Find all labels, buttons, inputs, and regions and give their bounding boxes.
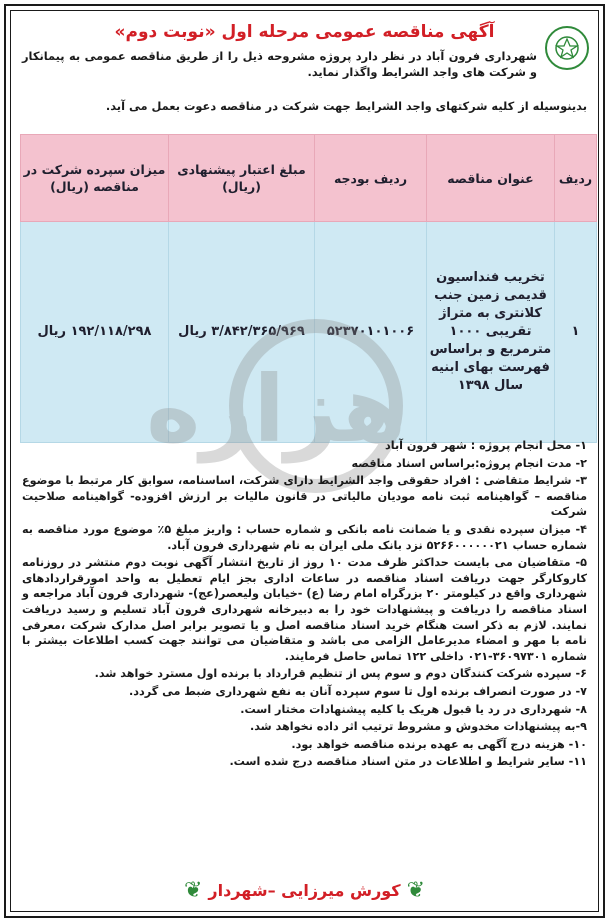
floral-ornament-icon: ❦ (183, 877, 203, 903)
list-item: ۱۰- هزینه درج آگهی به عهده برنده مناقصه خواهد بود. (291, 737, 587, 751)
municipality-emblem-icon (545, 26, 589, 70)
notice-intro: شهرداری فرون آباد در نظر دارد پروژه مشروحه ذیل را از طریق مناقصه عمومی به پیمانکار و شرکت های واجد الشرایط واگذار نماید. (22, 49, 537, 79)
clauses-list (22, 438, 587, 772)
header-budget-row: ردیف بودجه (315, 135, 427, 222)
notice-title: آگهی مناقصه عمومی مرحله اول «نوبت دوم» (114, 22, 495, 42)
cell-budget-row: ۵۲۳۷۰۱۰۱۰۰۶ (315, 222, 427, 443)
watermark-text: هزاره (146, 356, 406, 463)
list-item: ۱۱- سایر شرایط و اطلاعات در متن اسناد مناقصه درج شده است. (229, 755, 587, 769)
header-row-no: ردیف (555, 135, 597, 222)
list-item: ۲- مدت انجام پروژه:براساس اسناد مناقصه (351, 456, 587, 470)
notice-invitation: بدینوسیله از کلیه شرکتهای واجد الشرایط جهت شرکت در مناقصه دعوت بعمل می آید. (105, 99, 587, 113)
tender-table (20, 134, 597, 443)
list-item: ۹-به پیشنهادات مخدوش و مشروط ترتیب اثر داده نخواهد شد. (249, 720, 587, 734)
cell-credit-amount: ۳/۸۴۲/۳۶۵/۹۶۹ ریال (169, 222, 315, 443)
notice-frame (4, 4, 605, 918)
table-header-row (21, 135, 597, 222)
list-item: ۴- میزان سپرده نقدی و یا ضمانت نامه بانکی و شماره حساب : واریز مبلغ ۵٪ موضوع مورد مناقصه به شماره حساب ۵۲۶۶۰۰۰۰۰۰۲۱ نزد بانک ملی ایران به نام شهرداری فرون آباد. (22, 522, 587, 552)
cell-deposit-amount: ۱۹۲/۱۱۸/۲۹۸ ریال (21, 222, 169, 443)
signature-block (16, 870, 593, 910)
cell-tender-title: تخریب فنداسیون قدیمی زمین جنب کلانتری به متراژ تقریبی ۱۰۰۰ مترمربع و براساس فهرست بهای ابنیه سال ۱۳۹۸ (427, 222, 555, 443)
list-item: ۳- شرایط متقاضی : افراد حقوقی واجد الشرایط دارای شرکت، اساسنامه، سوابق کار مرتبط با موضوع مناقصه – گواهینامه ثبت نامه مودیان مالیاتی در قانون مالیات بر ارزش افزوده- گواهینامه صلاحیت شرکت (22, 474, 587, 519)
list-item: ۶- سپرده شرکت کنندگان دوم و سوم پس از تنظیم قرارداد با برنده اول مسترد خواهد شد. (94, 667, 587, 681)
list-item: ۷- در صورت انصراف برنده اول تا سوم سپرده آنان به نفع شهرداری ضبط می گردد. (129, 684, 587, 698)
list-item: ۵- متقاضیان می بایست حداکثر ظرف مدت ۱۰ روز از تاریخ انتشار آگهی نوبت دوم منتشر در روزنامه کاروکارگر جهت دریافت اسناد مناقصه در ساعات اداری بجز ایام تعطیل به واحد امورقراردادهای شهرداری واقع در کیلومتر ۲۰ بزرگراه امام رضا (ع) -خیابان ولیعصر(عج)- شهرداری فرون آباد مراجعه و اسناد مناقصه را دریافت و پیشنهادات خود را به دبیرخانه شهرداری فرون آباد تسلیم و رسید دریافت نمایند. لازم به ذکر است هنگام خرید اسناد مناقصه اصل و یا تصویر برابر اصل مدارک شرکت ،معرفی نامه با مهر و امضاء مدیرعامل الزامی می باشد و متقاضیان می توانند جهت کسب اطلاعات بیشتر با شماره ۳۶۰۹۷۳۰۱-۰۲۱ داخلی ۱۲۲ تماس حاصل فرمایند. (22, 556, 587, 663)
mayor-signature: کورش میرزایی –شهردار (208, 880, 401, 900)
list-item: ۸- شهرداری در رد یا قبول هریک یا کلیه پیشنهادات مختار است. (240, 702, 587, 716)
table-row (21, 222, 597, 443)
header-deposit-amount: میزان سپرده شرکت در مناقصه (ریال) (21, 135, 169, 222)
cell-row-no: ۱ (555, 222, 597, 443)
header-tender-title: عنوان مناقصه (427, 135, 555, 222)
floral-ornament-icon: ❦ (406, 877, 426, 903)
list-item: ۱- محل انجام پروژه : شهر فرون آباد (385, 439, 587, 452)
header-credit-amount: مبلغ اعتبار پیشنهادی (ریال) (169, 135, 315, 222)
